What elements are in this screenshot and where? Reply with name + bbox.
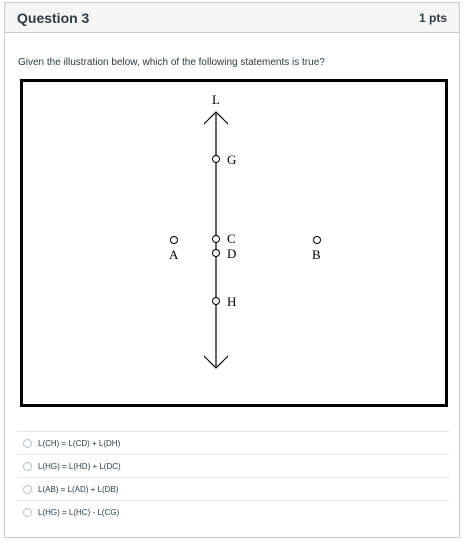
point-d-label: D xyxy=(227,246,237,261)
line-label: L xyxy=(212,92,220,107)
point-h xyxy=(213,298,220,305)
question-header xyxy=(5,3,459,33)
radio-button[interactable] xyxy=(23,462,32,471)
point-h-label: H xyxy=(227,294,237,309)
radio-button[interactable] xyxy=(23,485,32,494)
question-card xyxy=(4,2,460,538)
radio-button[interactable] xyxy=(23,439,32,448)
question-prompt: Given the illustration below, which of the following statements is true? xyxy=(18,57,325,68)
point-g xyxy=(213,156,220,163)
answer-list xyxy=(17,431,449,523)
answer-option[interactable] xyxy=(17,477,449,500)
answer-label: L(HG) = L(HD) + L(DC) xyxy=(38,461,121,471)
question-points: 1 pts xyxy=(418,10,447,25)
point-b xyxy=(314,237,321,244)
point-a-label: A xyxy=(169,247,179,262)
line-diagram xyxy=(23,82,445,404)
point-c-label: C xyxy=(227,231,236,246)
answer-label: L(AB) = L(AD) + L(DB) xyxy=(38,484,119,494)
answer-option[interactable] xyxy=(17,431,449,454)
point-b-label: B xyxy=(312,247,321,262)
answer-option[interactable] xyxy=(17,500,449,523)
answer-option[interactable] xyxy=(17,454,449,477)
illustration xyxy=(20,79,448,407)
point-d xyxy=(213,250,220,257)
point-g-label: G xyxy=(227,152,237,167)
answer-label: L(HG) = L(HC) - L(CG) xyxy=(38,507,120,517)
point-a xyxy=(171,237,178,244)
point-c xyxy=(213,236,220,243)
answer-label: L(CH) = L(CD) + L(DH) xyxy=(38,438,121,448)
question-title: Question 3 xyxy=(17,9,90,26)
radio-button[interactable] xyxy=(23,508,32,517)
